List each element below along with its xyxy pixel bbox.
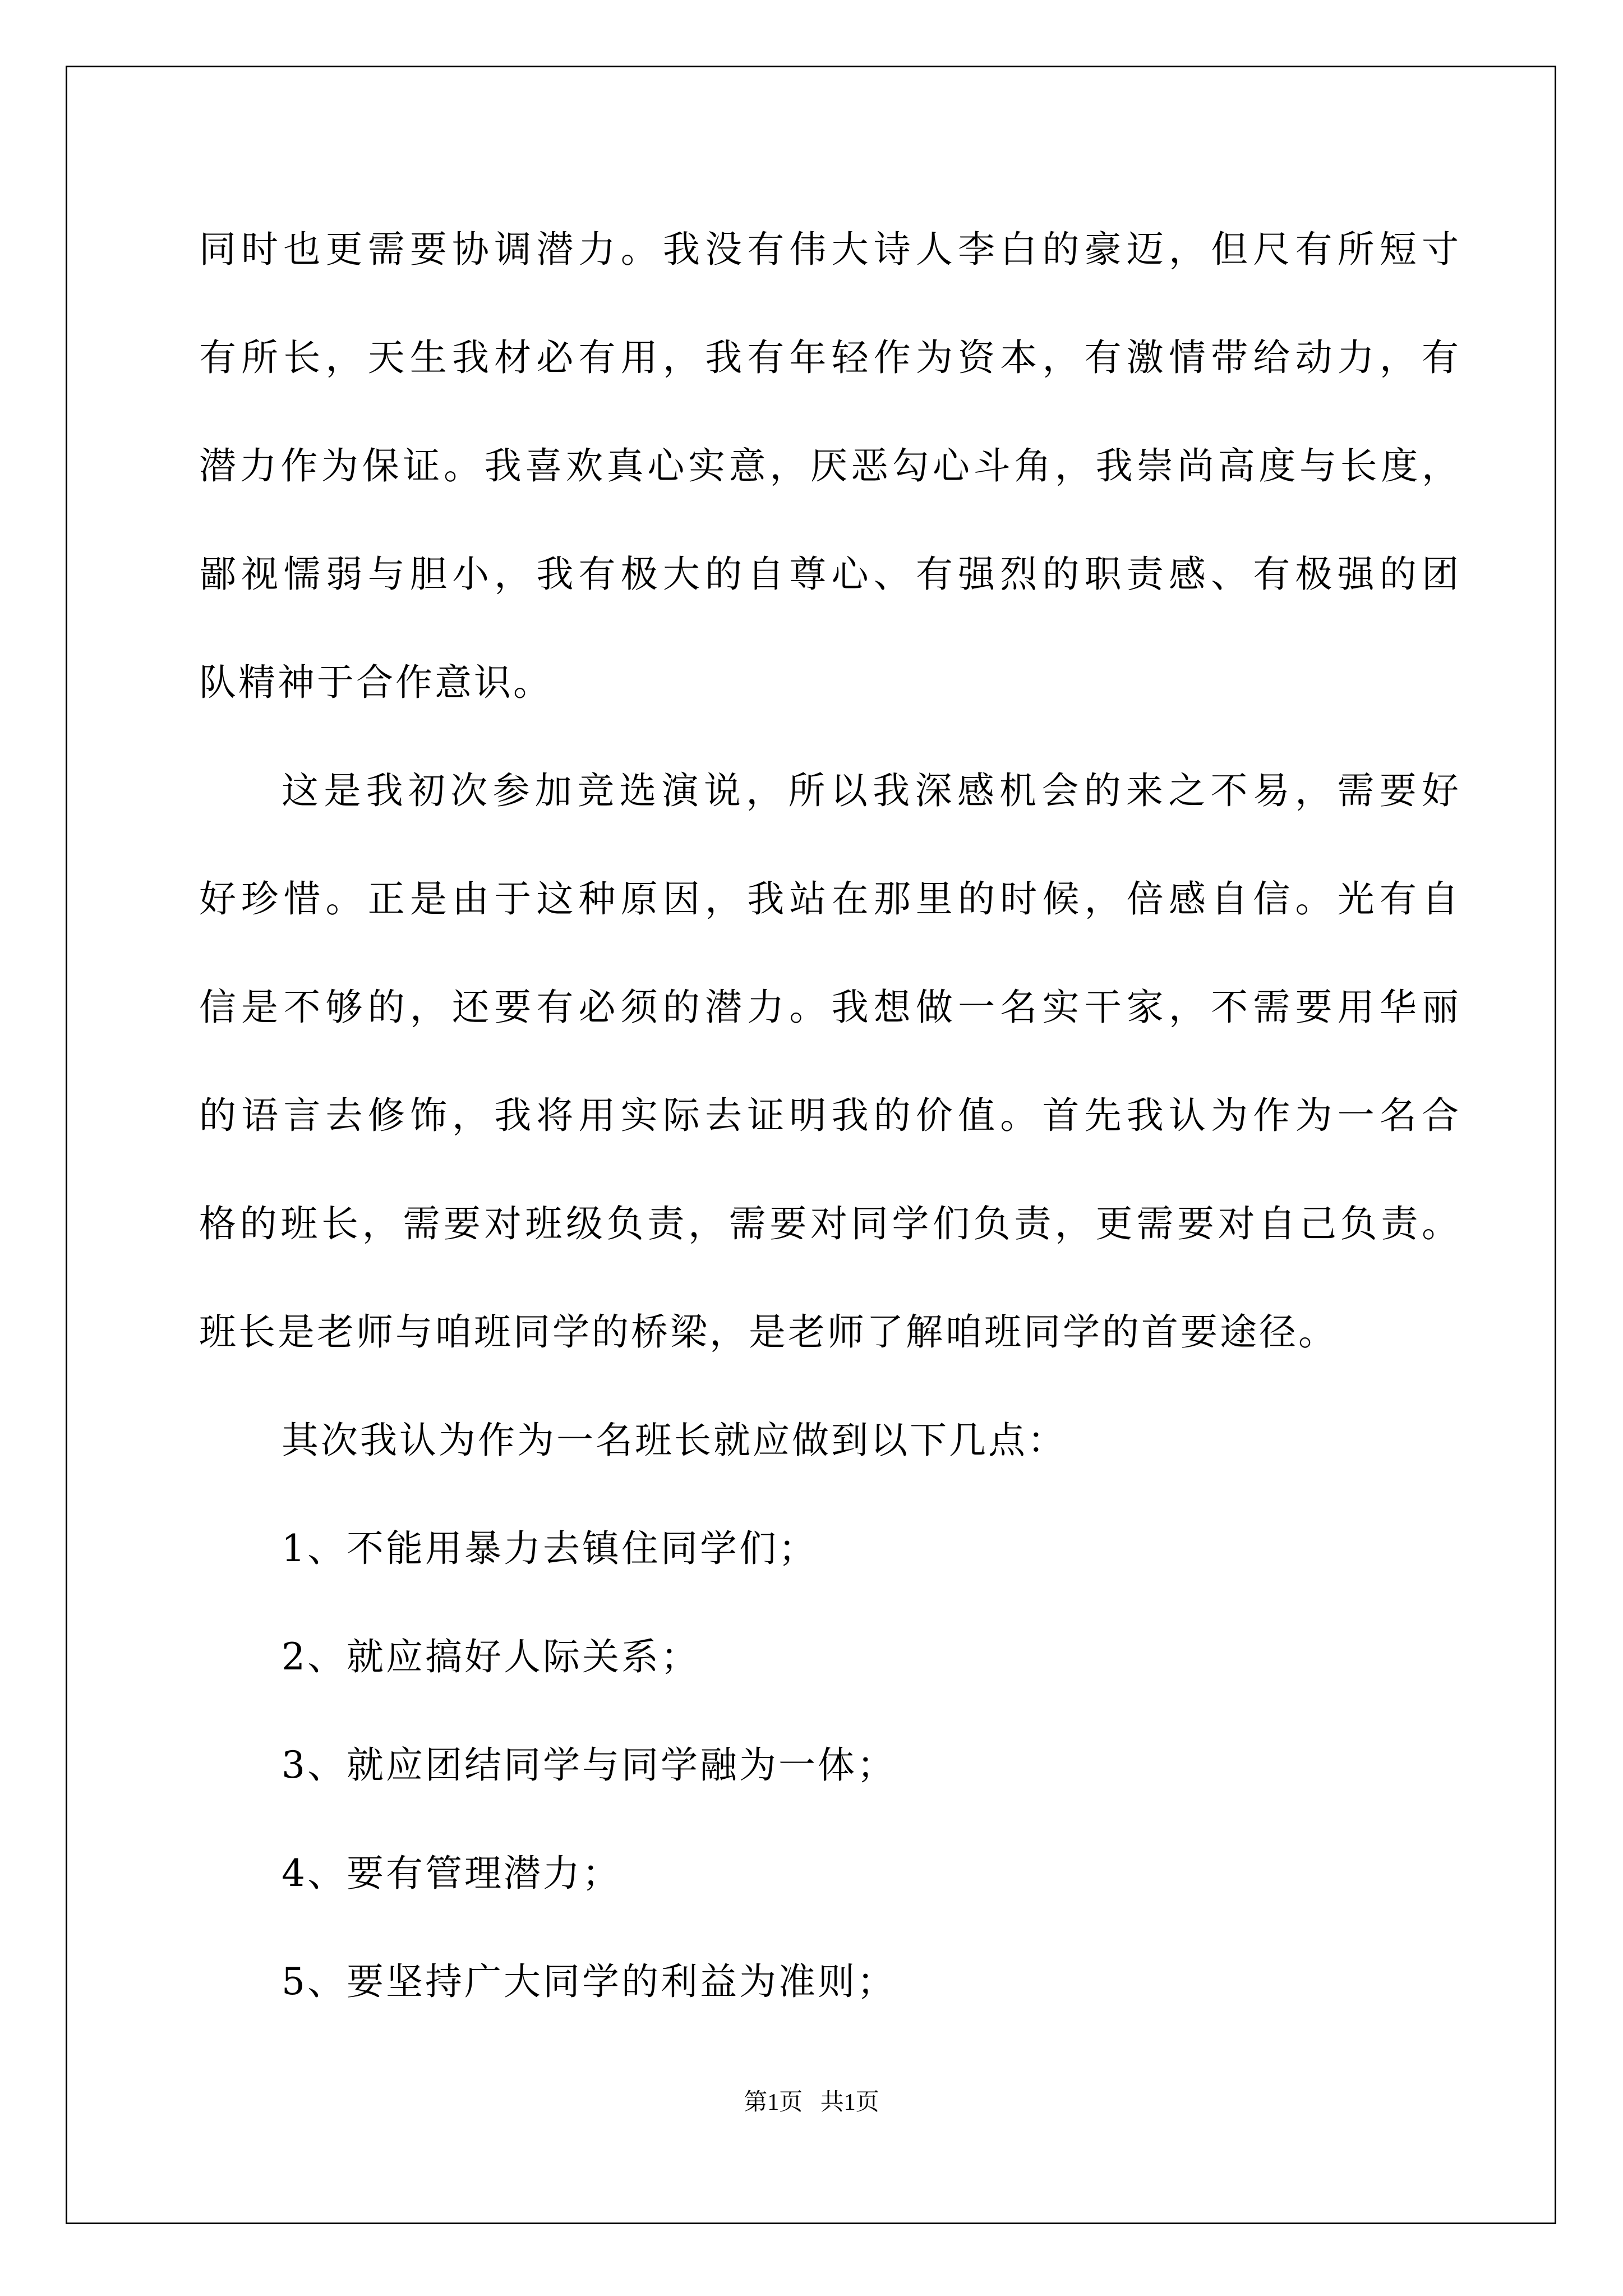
page-border bbox=[66, 66, 1556, 2224]
paragraph-start-line: 这是我初次参加竞选演说，所以我深感机会的来之不易，需要好 bbox=[282, 769, 1461, 812]
text-line: 信是不够的，还要有必须的潜力。我想做一名实干家，不需要用华丽 bbox=[199, 986, 1461, 1029]
list-item: 5、要坚持广大同学的利益为准则； bbox=[282, 1960, 896, 2003]
list-item: 3、就应团结同学与同学融为一体； bbox=[282, 1743, 896, 1787]
page-footer: 第1页 共1页 bbox=[744, 2090, 879, 2115]
text-line: 的语言去修饰，我将用实际去证明我的价值。首先我认为作为一名合 bbox=[199, 1094, 1461, 1137]
text-line: 格的班长，需要对班级负责，需要对同学们负责，更需要对自己负责。 bbox=[199, 1202, 1461, 1245]
list-item: 1、不能用暴力去镇住同学们； bbox=[282, 1527, 818, 1570]
list-item: 2、就应搞好人际关系； bbox=[282, 1635, 700, 1678]
text-line: 鄙视懦弱与胆小，我有极大的自尊心、有强烈的职责感、有极强的团 bbox=[199, 553, 1461, 596]
text-line: 好珍惜。正是由于这种原因，我站在那里的时候，倍感自信。光有自 bbox=[199, 877, 1461, 921]
text-line: 班长是老师与咱班同学的桥梁，是老师了解咱班同学的首要途径。 bbox=[199, 1310, 1338, 1354]
text-line: 同时也更需要协调潜力。我没有伟大诗人李白的豪迈，但尺有所短寸 bbox=[199, 228, 1461, 271]
text-line: 潜力作为保证。我喜欢真心实意，厌恶勾心斗角，我崇尚高度与长度， bbox=[199, 444, 1461, 487]
list-item: 4、要有管理潜力； bbox=[282, 1852, 621, 1895]
paragraph-start-line: 其次我认为作为一名班长就应做到以下几点： bbox=[282, 1419, 1067, 1462]
text-line: 有所长，天生我材必有用，我有年轻作为资本，有激情带给动力，有 bbox=[199, 336, 1461, 379]
text-line: 队精神于合作意识。 bbox=[199, 661, 552, 704]
